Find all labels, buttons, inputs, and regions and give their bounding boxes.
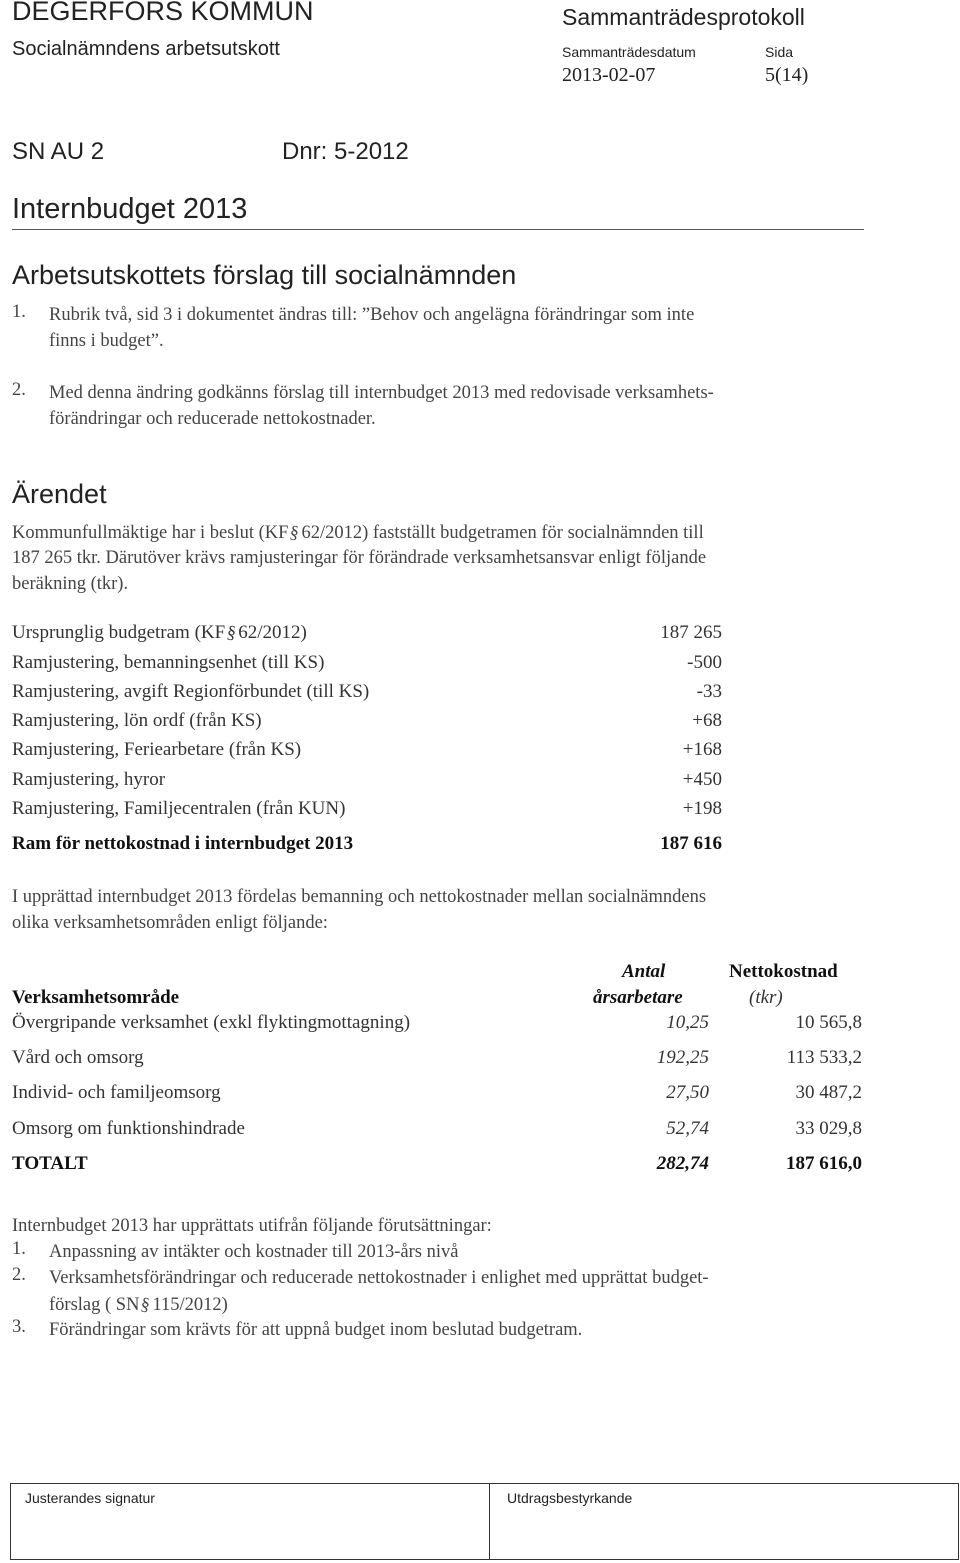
meeting-date: 2013-02-07 (562, 64, 656, 86)
assumption-number: 1. (12, 1239, 26, 1259)
budget-row-value: +168 (682, 739, 722, 760)
section-sign-icon: § (288, 521, 302, 543)
table-row (12, 1012, 862, 1044)
meeting-date-label: Sammanträdesdatum (562, 44, 696, 60)
extract-label: Utdragsbestyrkande (507, 1490, 633, 1506)
proposal-item-1-line1: Rubrik två, sid 3 i dokumentet ändras till: ”Behov och angelägna förändringar som inte (49, 305, 695, 325)
proposal-heading: Arbetsutskottets förslag till socialnämnden (12, 260, 517, 290)
proposal-item-number: 1. (12, 302, 26, 322)
budget-row-label: Ramjustering, bemanningsenhet (till KS) (12, 652, 325, 673)
signature-divider (489, 1484, 490, 1559)
case-number: SN AU 2 (12, 138, 105, 165)
staff-cell: 192,25 (656, 1047, 709, 1068)
budget-row-label: Ramjustering, lön ordf (från KS) (12, 710, 262, 731)
assumption-number: 3. (12, 1317, 26, 1337)
budget-row-label: Ramjustering, avgift Regionförbundet (till KS) (12, 681, 370, 702)
table-row (12, 652, 722, 681)
matter-line-3: beräkning (tkr). (12, 574, 129, 594)
assumptions-intro: Internbudget 2013 har upprättats utifrån följande förutsättningar: (12, 1216, 492, 1236)
budget-row-value: 187 265 (660, 622, 722, 643)
cost-cell: 113 533,2 (786, 1047, 862, 1068)
proposal-item-1-line2: finns i budget”. (49, 331, 164, 351)
page-title: Internbudget 2013 (12, 193, 248, 225)
column-header-cost-2: (tkr) (749, 987, 783, 1008)
budget-row-original (12, 622, 722, 651)
section-sign-icon: § (139, 1293, 153, 1315)
registration-number: Dnr: 5-2012 (282, 138, 409, 165)
area-cell: Omsorg om funktionshindrade (12, 1118, 245, 1139)
budget-row-label: Ursprunglig budgetram (KF§62/2012) (12, 621, 307, 643)
area-cell: Övergripande verksamhet (exkl flyktingmottagning) (12, 1012, 411, 1033)
budget-row-value: -33 (696, 681, 722, 702)
table-row (12, 681, 722, 710)
table-row (12, 739, 722, 768)
table-row (12, 1047, 862, 1079)
budget-total-value: 187 616 (660, 833, 722, 854)
matter-text: 62/2012) fastställt budgetramen för socialnämnden till (301, 523, 704, 543)
committee-name: Socialnämndens arbetsutskott (12, 38, 280, 60)
assumption-text: 115/2012) (152, 1295, 228, 1315)
budget-total-label: Ram för nettokostnad i internbudget 2013 (12, 833, 354, 854)
cost-cell: 187 616,0 (786, 1153, 862, 1174)
matter-line-1 (12, 519, 862, 546)
proposal-item-number: 2. (12, 380, 26, 400)
proposal-item-2-line2: förändringar och reducerade nettokostnader. (49, 409, 376, 429)
budget-row-value: -500 (687, 652, 722, 673)
column-header-area: Verksamhetsområde (12, 987, 180, 1008)
distribution-total-row (12, 1153, 862, 1185)
budget-row-value: +450 (682, 769, 722, 790)
document-type: Sammanträdesprotokoll (562, 4, 805, 30)
budget-row-label: Ramjustering, Feriearbetare (från KS) (12, 739, 302, 760)
area-cell: Vård och omsorg (12, 1047, 144, 1068)
staff-cell: 27,50 (666, 1082, 709, 1103)
area-cell: TOTALT (12, 1153, 88, 1174)
assumption-text: förslag ( SN (49, 1295, 140, 1315)
signature-box (10, 1483, 959, 1560)
assumption-item-3: Förändringar som krävts för att uppnå budget inom beslutad budgetram. (49, 1320, 583, 1340)
assumption-item-2-line2 (49, 1291, 228, 1318)
assumption-number: 2. (12, 1265, 26, 1285)
budget-row-label: Ramjustering, Familjecentralen (från KUN) (12, 798, 346, 819)
column-header-staff-1: Antal (622, 961, 666, 982)
column-header-cost-1: Nettokostnad (729, 961, 838, 982)
page-number: 5(14) (765, 64, 809, 86)
budget-row-value: +198 (682, 798, 722, 819)
section-sign-icon: § (225, 621, 238, 643)
title-divider (12, 229, 864, 230)
matter-text: Kommunfullmäktige har i beslut (KF (12, 523, 289, 543)
distribution-intro-line2: olika verksamhetsområden enligt följande: (12, 913, 328, 933)
table-row (12, 1118, 862, 1150)
budget-total-row (12, 833, 722, 862)
assumption-item-1: Anpassning av intäkter och kostnader till 2013-års nivå (49, 1242, 459, 1262)
municipality-name: DEGERFORS KOMMUN (12, 0, 314, 26)
page-label: Sida (765, 44, 794, 60)
budget-row-value: +68 (692, 710, 722, 731)
table-row (12, 769, 722, 798)
matter-heading: Ärendet (12, 479, 107, 509)
staff-cell: 10,25 (666, 1012, 709, 1033)
area-cell: Individ- och familjeomsorg (12, 1082, 221, 1103)
table-row (12, 1082, 862, 1114)
table-row (12, 798, 722, 827)
signature-label: Justerandes signatur (25, 1490, 155, 1506)
matter-line-2: 187 265 tkr. Därutöver krävs ramjusteringar för förändrade verksamhetsansvar enligt följande (12, 548, 707, 568)
budget-row-label: Ramjustering, hyror (12, 769, 166, 790)
assumption-item-2-line1: Verksamhetsförändringar och reducerade nettokostnader i enlighet med upprättat budget- (49, 1268, 709, 1288)
cost-cell: 33 029,8 (795, 1118, 862, 1139)
staff-cell: 282,74 (656, 1153, 709, 1174)
distribution-intro-line1: I upprättad internbudget 2013 fördelas bemanning och nettokostnader mellan socialnämndens (12, 887, 707, 907)
cost-cell: 10 565,8 (795, 1012, 862, 1033)
proposal-item-2-line1: Med denna ändring godkänns förslag till internbudget 2013 med redovisade verksamhets- (49, 383, 714, 403)
table-row (12, 710, 722, 739)
staff-cell: 52,74 (666, 1118, 709, 1139)
cost-cell: 30 487,2 (795, 1082, 862, 1103)
column-header-staff-2: årsarbetare (593, 987, 683, 1008)
